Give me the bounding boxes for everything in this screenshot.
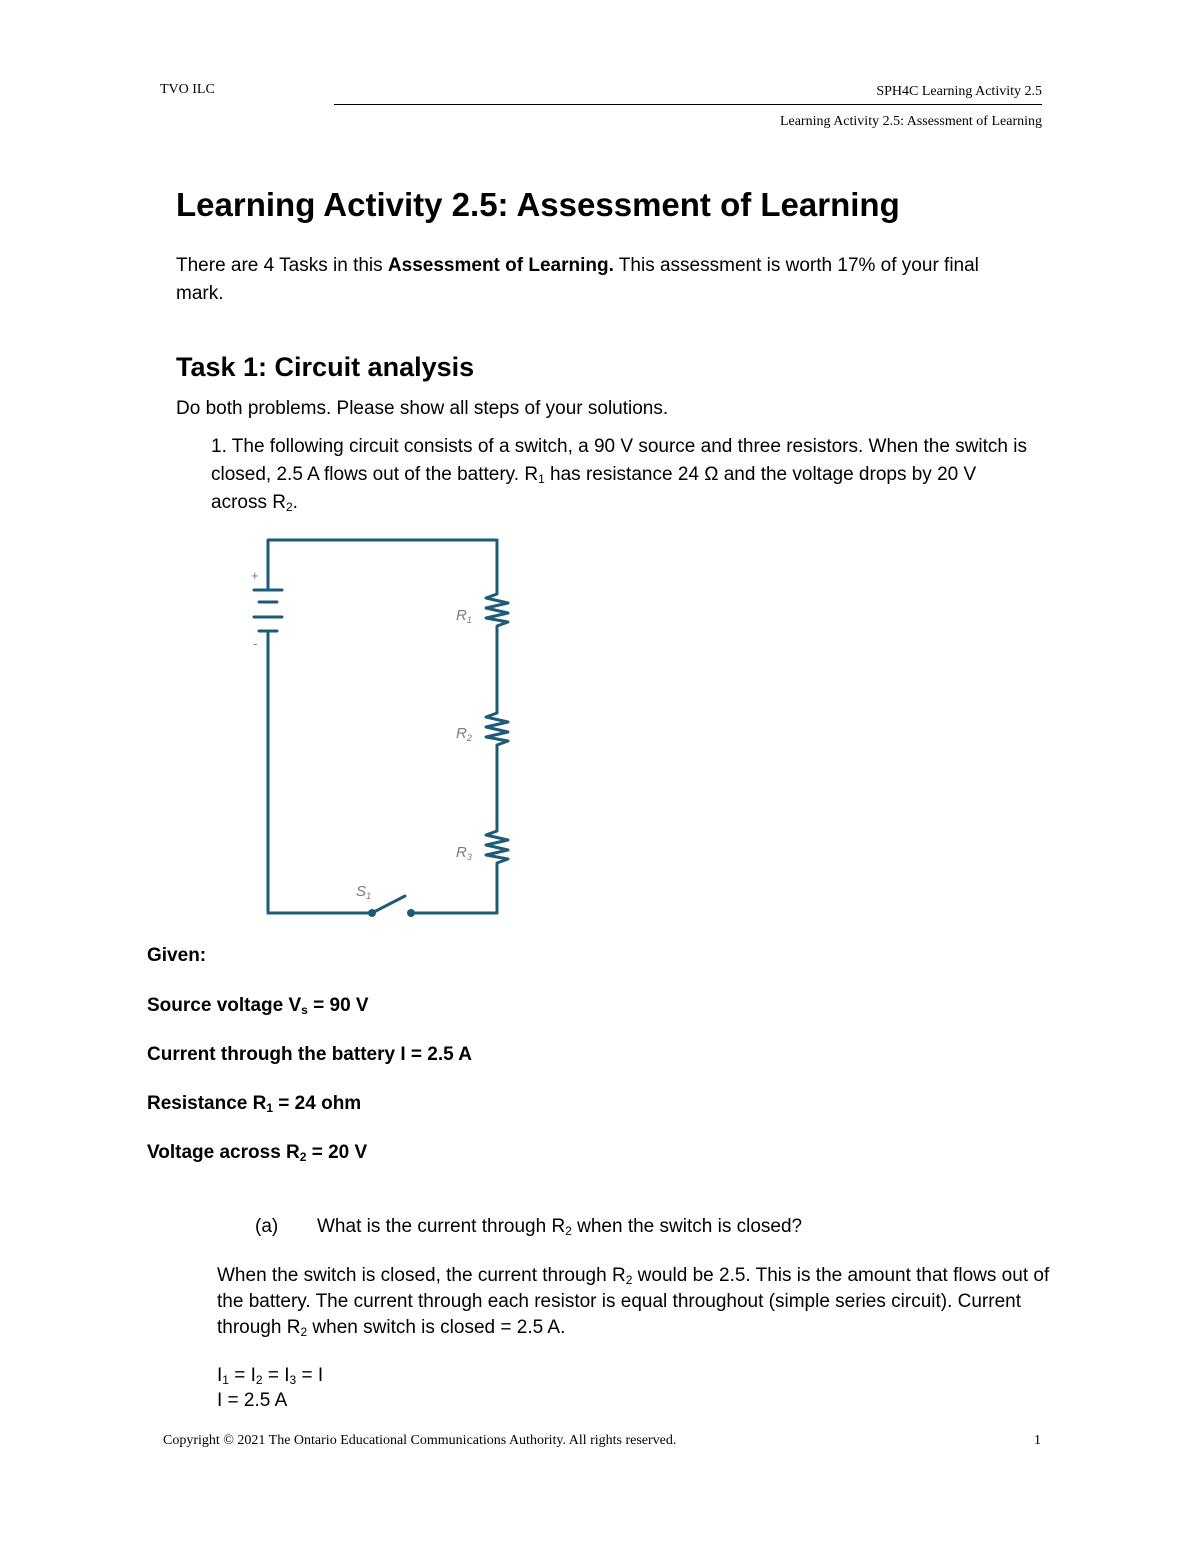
eq-i3: = I (262, 1365, 290, 1386)
problem-sub-2: 2 (285, 500, 293, 514)
intro-paragraph (176, 252, 1026, 308)
intro-bold: Assessment of Learning. (387, 255, 614, 276)
switch-label (356, 883, 371, 901)
header-left: TVO ILC (160, 82, 215, 97)
eq-i1-sub: 1 (222, 1373, 229, 1387)
question-a-text: What is the current through R (317, 1216, 566, 1237)
given-resistance (147, 1093, 361, 1115)
problem-text-1: 1. The following circuit consists of a switch, a 90 V source and three resistors. When the switch is closed, 2.5 A flows out of the battery. R (211, 436, 1027, 485)
question-a-letter: (a) (255, 1216, 279, 1237)
resistor-r3 (486, 826, 508, 865)
equation-current-value: I = 2.5 A (217, 1390, 288, 1411)
eq-i2-sub: 2 (255, 1373, 263, 1387)
task-title: Task 1: Circuit analysis (176, 352, 475, 382)
switch-sub: 1 (366, 891, 372, 901)
switch-letter: S (356, 883, 367, 900)
given-resistance-value: = 24 ohm (273, 1093, 362, 1114)
task-instruction: Do both problems. Please show all steps of your solutions. (176, 398, 669, 419)
battery-plus-sign: + (251, 568, 259, 583)
equation-currents-equal (217, 1365, 323, 1387)
answer-a (217, 1263, 1067, 1341)
r3-label (456, 844, 472, 862)
problem-text-3: . (292, 492, 298, 513)
eq-i3-sub: 3 (289, 1373, 297, 1387)
eq-i-total: = I (296, 1365, 324, 1386)
answer-a-text-3: when switch is closed = 2.5 A. (307, 1317, 566, 1338)
resistor-r1 (486, 588, 508, 628)
circuit-diagram (240, 528, 540, 928)
given-voltage-text: Voltage across R (147, 1142, 300, 1163)
header-rule (334, 104, 1042, 105)
question-a-sub: 2 (565, 1224, 572, 1238)
answer-a-sub-1: 2 (625, 1273, 633, 1287)
given-voltage (147, 1142, 367, 1164)
circuit-wire-left (268, 632, 372, 913)
answer-a-text-1: When the switch is closed, the current through R (217, 1265, 626, 1286)
r1-letter: R (456, 607, 467, 624)
page-title: Learning Activity 2.5: Assessment of Learning (176, 186, 900, 223)
given-resistance-text: Resistance R (147, 1093, 267, 1114)
r3-letter: R (456, 844, 467, 861)
given-source-voltage (147, 995, 369, 1017)
footer-copyright: Copyright © 2021 The Ontario Educational Communications Authority. All rights reserved. (163, 1433, 677, 1448)
r1-sub: 1 (466, 615, 472, 625)
given-source-text: Source voltage V (147, 995, 302, 1016)
given-current: Current through the battery I = 2.5 A (147, 1044, 472, 1065)
r3-sub: 3 (466, 852, 472, 862)
question-a (255, 1216, 802, 1238)
answer-a-sub-2: 2 (300, 1325, 308, 1339)
problem-sub-1: 1 (538, 472, 545, 486)
eq-i: I (217, 1365, 223, 1386)
problem-statement (211, 433, 1031, 517)
problem-text-2: has resistance 24 Ω and the voltage drops by 20 V across R (211, 464, 977, 513)
header-subtitle: Learning Activity 2.5: Assessment of Learning (779, 114, 1042, 129)
given-resistance-sub: 1 (266, 1101, 274, 1115)
r1-label (456, 607, 472, 625)
page-number: 1 (1034, 1433, 1041, 1448)
intro-text-end: This assessment is worth 17% of your final mark. (176, 255, 979, 304)
given-voltage-value: = 20 V (306, 1142, 368, 1163)
eq-i2: = I (228, 1365, 256, 1386)
switch-arm (372, 896, 405, 913)
circuit-wire-bottom-right (411, 865, 497, 913)
battery-minus-sign: - (253, 636, 258, 651)
circuit-wire-top (268, 540, 497, 588)
r2-sub: 2 (466, 733, 472, 743)
answer-a-text-2: would be 2.5. This is the amount that flows out of the battery. The current through each resistor is equal throughout (simple series circuit). Current through R (217, 1265, 1050, 1338)
header-right: SPH4C Learning Activity 2.5 (876, 84, 1042, 99)
given-heading: Given: (147, 945, 207, 966)
switch-contact-right (407, 909, 415, 917)
given-voltage-sub: 2 (299, 1150, 307, 1164)
resistor-r2 (486, 708, 508, 748)
r2-letter: R (456, 725, 467, 742)
r2-label (456, 725, 472, 743)
question-a-text-end: when the switch is closed? (571, 1216, 803, 1237)
given-source-value: = 90 V (307, 995, 369, 1016)
given-source-sub: s (301, 1003, 308, 1017)
switch-contact-left (368, 909, 376, 917)
intro-text-start: There are 4 Tasks in this (176, 255, 388, 276)
